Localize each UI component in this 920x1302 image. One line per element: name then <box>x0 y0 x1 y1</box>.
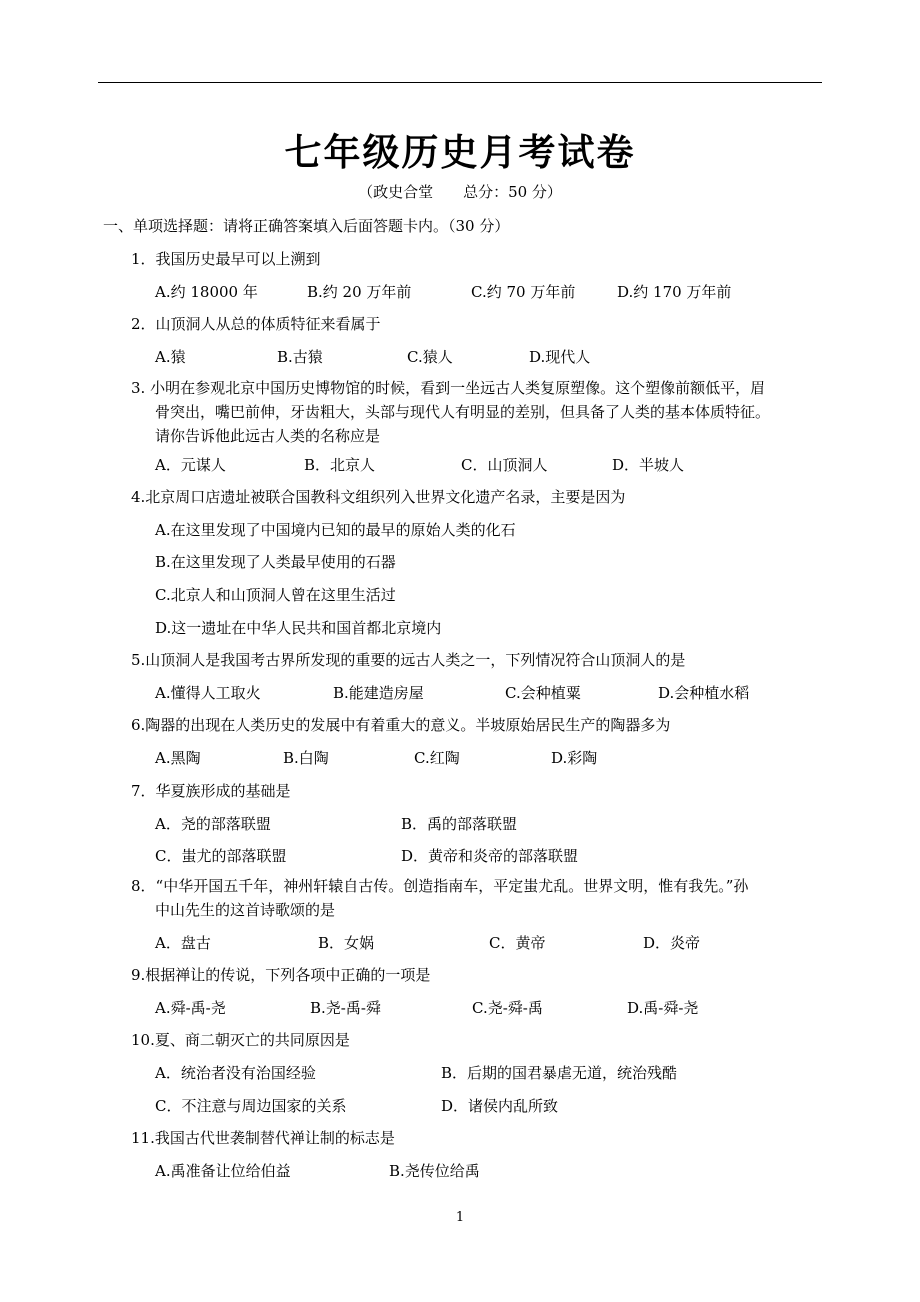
question-2-option-a: A.猿 <box>155 348 186 366</box>
page-subtitle: （政史合堂 总分：50 分） <box>358 183 562 201</box>
question-11-stem: 11.我国古代世袭制替代禅让制的标志是 <box>131 1129 395 1147</box>
question-6-stem: 6.陶器的出现在人类历史的发展中有着重大的意义。半坡原始居民生产的陶器多为 <box>131 716 671 734</box>
section-heading: 一、单项选择题：请将正确答案填入后面答题卡内。（30 分） <box>103 217 510 235</box>
question-5-option-a: A.懂得人工取火 <box>155 684 261 702</box>
question-4-option-b: B.在这里发现了人类最早使用的石器 <box>155 553 396 571</box>
question-2-option-b: B.古猿 <box>277 348 323 366</box>
question-10-option-c: C．不注意与周边国家的关系 <box>155 1097 347 1115</box>
question-5-stem: 5.山顶洞人是我国考古界所发现的重要的远古人类之一，下列情况符合山顶洞人的是 <box>131 651 686 669</box>
question-6-option-b: B.白陶 <box>283 749 329 767</box>
question-1-option-b: B.约 20 万年前 <box>307 283 412 301</box>
question-7-option-a: A．尧的部落联盟 <box>155 815 271 833</box>
question-1-option-d: D.约 170 万年前 <box>617 283 732 301</box>
question-8-option-d: D．炎帝 <box>643 934 701 952</box>
question-9-option-b: B.尧-禹-舜 <box>310 999 381 1017</box>
question-1-stem: 1．我国历史最早可以上溯到 <box>131 250 321 268</box>
question-3-option-c: C．山顶洞人 <box>461 456 548 474</box>
question-4-option-c: C.北京人和山顶洞人曾在这里生活过 <box>155 586 396 604</box>
question-6-option-c: C.红陶 <box>414 749 460 767</box>
question-8-stem <box>131 874 821 922</box>
question-2-option-d: D.现代人 <box>529 348 591 366</box>
question-5-option-b: B.能建造房屋 <box>333 684 424 702</box>
question-6-option-a: A.黑陶 <box>155 749 201 767</box>
question-3-stem-line-1: 3. 小明在参观北京中国历史博物馆的时候，看到一坐远古人类复原塑像。这个塑像前额低平，眉 <box>131 379 766 397</box>
question-5-option-c: C.会种植粟 <box>505 684 581 702</box>
question-3-stem <box>131 376 821 448</box>
question-8-option-b: B．女娲 <box>318 934 375 952</box>
header-rule <box>98 82 822 83</box>
question-1-option-a: A.约 18000 年 <box>155 283 258 301</box>
question-4-option-a: A.在这里发现了中国境内已知的最早的原始人类的化石 <box>155 521 516 539</box>
question-3-stem-line-3: 请你告诉他此远古人类的名称应是 <box>155 427 381 445</box>
question-8-option-c: C．黄帝 <box>489 934 546 952</box>
question-9-stem: 9.根据禅让的传说，下列各项中正确的一项是 <box>131 966 431 984</box>
question-1-option-c: C.约 70 万年前 <box>471 283 576 301</box>
question-11-option-a: A.禹准备让位给伯益 <box>155 1162 291 1180</box>
question-7-option-c: C．蚩尤的部落联盟 <box>155 847 287 865</box>
question-10-option-b: B．后期的国君暴虐无道，统治残酷 <box>441 1064 678 1082</box>
question-7-stem: 7．华夏族形成的基础是 <box>131 782 291 800</box>
page-number: 1 <box>455 1210 465 1225</box>
question-10-option-d: D．诸侯内乱所致 <box>441 1097 559 1115</box>
question-8-stem-line-1: 8．“中华开国五千年，神州轩辕自古传。创造指南车，平定蚩尤乱。世界文明，惟有我先。”孙 <box>131 877 749 895</box>
question-4-stem: 4.北京周口店遗址被联合国教科文组织列入世界文化遗产名录，主要是因为 <box>131 488 626 506</box>
question-6-option-d: D.彩陶 <box>551 749 598 767</box>
question-8-stem-line-2: 中山先生的这首诗歌颂的是 <box>155 901 336 919</box>
question-9-option-a: A.舜-禹-尧 <box>155 999 226 1017</box>
question-2-option-c: C.猿人 <box>407 348 453 366</box>
question-10-option-a: A．统治者没有治国经验 <box>155 1064 316 1082</box>
question-7-option-b: B．禹的部落联盟 <box>401 815 518 833</box>
page-title: 七年级历史月考试卷 <box>284 131 636 174</box>
question-2-stem: 2．山顶洞人从总的体质特征来看属于 <box>131 315 381 333</box>
question-3-option-b: B．北京人 <box>304 456 376 474</box>
question-3-option-d: D．半坡人 <box>612 456 685 474</box>
question-9-option-d: D.禹-舜-尧 <box>627 999 699 1017</box>
question-11-option-b: B.尧传位给禹 <box>389 1162 480 1180</box>
question-10-stem: 10.夏、商二朝灭亡的共同原因是 <box>131 1031 350 1049</box>
question-5-option-d: D.会种植水稻 <box>658 684 750 702</box>
question-3-option-a: A．元谋人 <box>155 456 226 474</box>
question-3-stem-line-2: 骨突出，嘴巴前伸，牙齿粗大，头部与现代人有明显的差别，但具备了人类的基本体质特征。 <box>155 403 771 421</box>
question-8-option-a: A．盘古 <box>155 934 211 952</box>
question-4-option-d: D.这一遗址在中华人民共和国首都北京境内 <box>155 619 442 637</box>
question-9-option-c: C.尧-舜-禹 <box>472 999 543 1017</box>
question-7-option-d: D．黄帝和炎帝的部落联盟 <box>401 847 579 865</box>
